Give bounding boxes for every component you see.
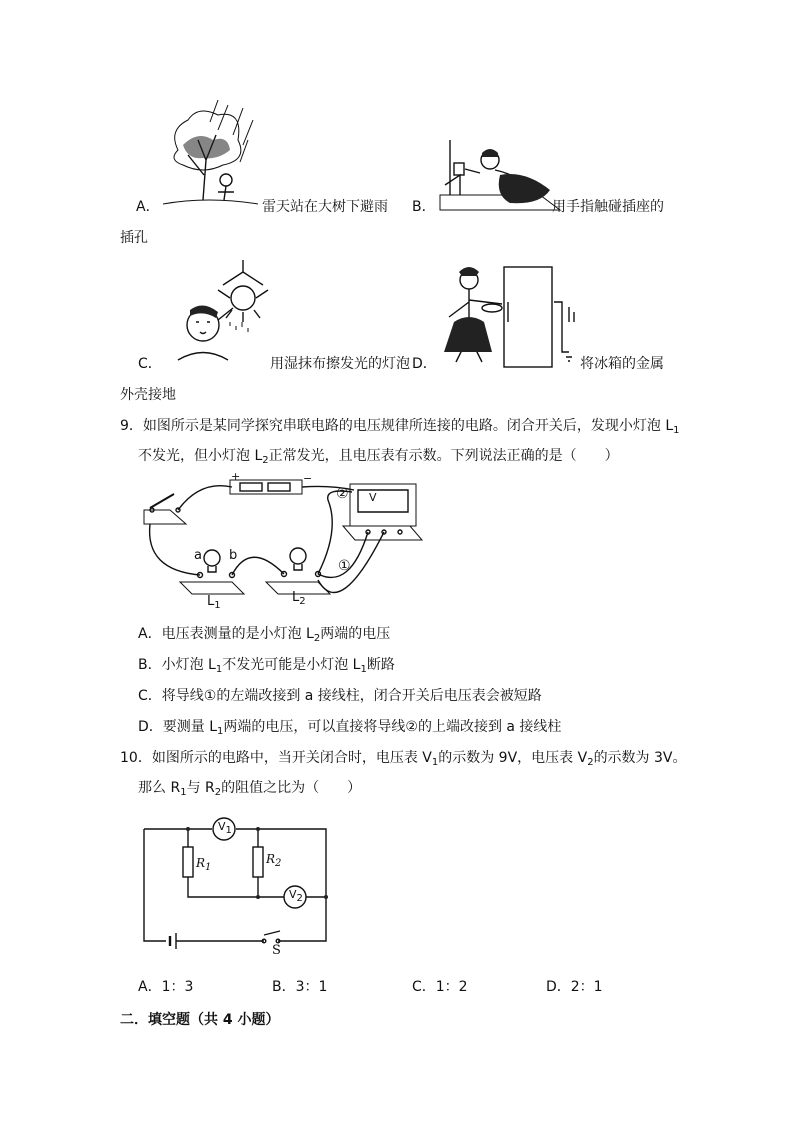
switch-s-label: S	[272, 943, 281, 958]
q8-option-d-text: 将冰箱的金属	[580, 356, 664, 372]
q8-option-a-text: 雷天站在大树下避雨	[262, 199, 388, 215]
series-circuit-figure	[140, 470, 440, 610]
q8-option-d-text-cont: 外壳接地	[120, 387, 176, 403]
resistor-r1-label: $R_1$	[196, 856, 212, 873]
wire-2-label: ②	[336, 486, 349, 502]
tree-rain-illustration	[158, 100, 258, 210]
q9-stem-line2: 不发光，但小灯泡 $L_2$正常发光，且电压表有示数。下列说法正确的是（ ）	[138, 448, 619, 466]
q10-stem-line1: 10．如图所示的电路中，当开关闭合时，电压表 $V_1$的示数为 9V，电压表 $V_2$的示数为 3V。	[120, 750, 687, 768]
q8-option-b-label[interactable]: B．	[412, 199, 436, 215]
q8-option-b-text: 用手指触碰插座的	[552, 199, 664, 215]
voltmeter-v2-label: $V_2$	[289, 888, 303, 904]
wiping-bulb-illustration	[168, 260, 278, 370]
q9-option-a[interactable]: A．电压表测量的是小灯泡 $L_2$两端的电压	[138, 626, 391, 644]
q9-option-d[interactable]: D．要测量 $L_1$两端的电压，可以直接将导线②的上端改接到 a 接线柱	[138, 719, 562, 737]
q10-stem-line2: 那么 $R_1$与 $R_2$的阻值之比为（ ）	[138, 780, 362, 798]
q10-option-a[interactable]: A．1：3	[138, 979, 194, 995]
voltmeter-v1-label: $V_1$	[218, 820, 232, 836]
fridge-ground-illustration	[434, 262, 584, 372]
battery-minus-label: −	[303, 472, 313, 485]
q8-option-a-label[interactable]: A．	[136, 199, 160, 215]
q9-option-c[interactable]: C．将导线①的左端改接到 a 接线柱，闭合开关后电压表会被短路	[138, 688, 542, 704]
bulb-l1-label: $L_1$	[207, 594, 221, 611]
q10-option-d[interactable]: D．2：1	[546, 979, 603, 995]
q9-option-b[interactable]: B．小灯泡 $L_1$不发光可能是小灯泡 $L_1$断路	[138, 657, 395, 675]
battery-plus-label: +	[231, 470, 241, 483]
q10-option-c[interactable]: C．1：2	[412, 979, 468, 995]
wire-1-label: ①	[338, 558, 351, 574]
q10-option-b[interactable]: B．3：1	[272, 979, 328, 995]
terminal-b-label: b	[229, 548, 238, 563]
section-fill-blank-heading: 二．填空题（共 4 小题）	[120, 1012, 280, 1028]
resistor-circuit-figure	[140, 815, 340, 955]
q8-option-c-text: 用湿抹布擦发光的灯泡	[270, 356, 410, 372]
bulb-l2-label: $L_2$	[292, 590, 306, 607]
q8-option-c-label[interactable]: C．	[138, 356, 162, 372]
terminal-a-label: a	[194, 548, 202, 563]
resistor-r2-label: $R_2$	[266, 852, 282, 869]
q8-option-b-text-cont: 插孔	[120, 230, 148, 246]
q8-option-d-label[interactable]: D．	[412, 356, 437, 372]
q9-stem-line1: 9．如图所示是某同学探究串联电路的电压规律所连接的电路。闭合开关后，发现小灯泡 $L_1$	[120, 418, 680, 436]
voltmeter-label: V	[369, 491, 377, 504]
child-socket-illustration	[440, 135, 560, 215]
